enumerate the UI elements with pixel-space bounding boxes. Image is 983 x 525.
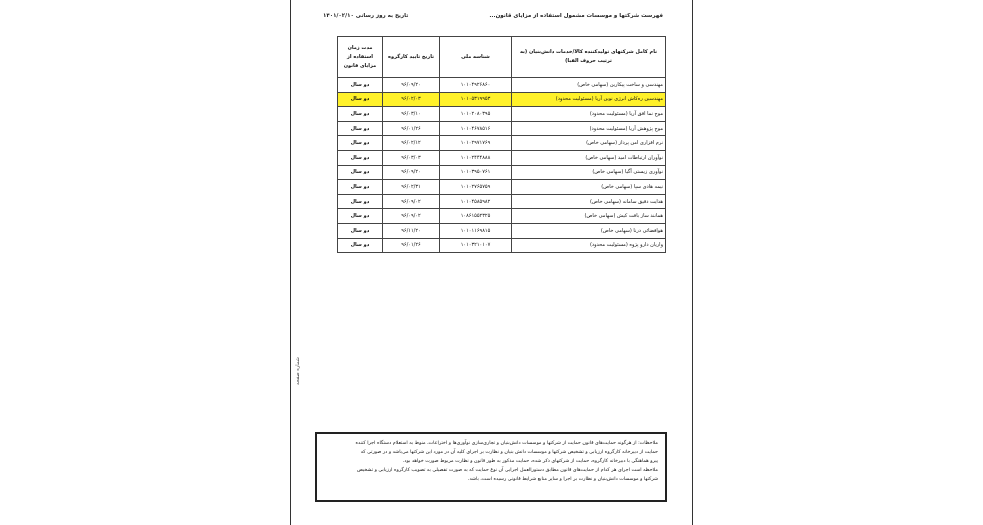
company-name-cell: مهندسین ره‌کاش انرژی نوین آریا (مسئولیت محدود) bbox=[512, 92, 666, 107]
approval-date-cell: ۹۶/۰۳/۱۰ bbox=[383, 107, 440, 122]
table-row bbox=[338, 209, 666, 224]
company-name-cell: همانند ساز بافت کیش (سهامی خاص) bbox=[512, 209, 666, 224]
national-id-cell: ۱۰۱۰۱۱۶۹۸۱۵ bbox=[440, 223, 512, 238]
duration-cell: دو سال bbox=[338, 121, 383, 136]
viewer-divider-right bbox=[692, 0, 693, 525]
duration-cell: دو سال bbox=[338, 150, 383, 165]
notes-line: پیرو هماهنگی با دبیرخانه کارگروه، حمایت از شرکتهای ذکر شده، حمایت مذکور به طور قانون و نظارت مربوط صورت خواهد بود. bbox=[402, 459, 658, 464]
notes-line: شرکتها و موسسات دانش‌بنیان و نظارت بر اجرا و سایر منابع شرایط قانونی رسیده است، باشد. bbox=[467, 477, 658, 482]
notes-line: ملاحظات: از هرگونه حمایت‌های قانون حمایت از شرکتها و موسسات دانش‌بنیان و تجاری‌سازی نوآوری‌ها و اختراعات، منوط به استعلام دستگاه اجرا کننده bbox=[355, 441, 658, 446]
national-id-cell: ۱۰۱۰۲۰۸۰۳۹۵ bbox=[440, 107, 512, 122]
duration-cell: دو سال bbox=[338, 107, 383, 122]
duration-cell: دو سال bbox=[338, 136, 383, 151]
approval-date-cell: ۹۶/۱۱/۲۰ bbox=[383, 223, 440, 238]
approval-date-cell: ۹۶/۰۹/۲۰ bbox=[383, 165, 440, 180]
table-row bbox=[338, 136, 666, 151]
table-row bbox=[338, 194, 666, 209]
company-name-cell: نوآوری زیستی آگیا (سهامی خاص) bbox=[512, 165, 666, 180]
update-date: تاریخ به روز رسانی ۱۴۰۱/۰۲/۱۰ bbox=[323, 13, 409, 19]
company-name-cell: نوآوران ارتباطات امید (سهامی خاص) bbox=[512, 150, 666, 165]
national-id-cell: ۱۰۱۰۴۵۸۵۹۸۲ bbox=[440, 194, 512, 209]
company-name-cell: واریان دارو پژوه (مسئولیت محدود) bbox=[512, 238, 666, 253]
column-header-name: نام کامل شرکتهای تولیدکننده کالا/خدمات دانش‌بنیان (به ترتیب حروف الفبا) bbox=[512, 37, 666, 78]
national-id-cell: ۱۰۱۰۴۹۲۶۸۶۰ bbox=[440, 78, 512, 93]
company-name-cell: موج پژوهش آریا (مسئولیت محدود) bbox=[512, 121, 666, 136]
companies-table bbox=[337, 36, 666, 253]
company-name-cell: هوافضائی درنا (سهامی خاص) bbox=[512, 223, 666, 238]
column-header-duration: مدت زمان استفاده از مزایای قانون bbox=[338, 37, 383, 78]
national-id-cell: ۱۰۱۰۳۹۵۰۷۶۱ bbox=[440, 165, 512, 180]
table-row bbox=[338, 92, 666, 107]
document-page bbox=[293, 0, 691, 525]
notes-box bbox=[315, 432, 667, 502]
page-header bbox=[323, 13, 663, 19]
column-header-national-id: شناسه ملی bbox=[440, 37, 512, 78]
table-row bbox=[338, 223, 666, 238]
table-row bbox=[338, 107, 666, 122]
table-header-row bbox=[338, 37, 666, 78]
page-title: فهرست شرکتها و موسسات مشمول استفاده از مزایای قانون... bbox=[489, 13, 663, 19]
duration-cell: دو سال bbox=[338, 238, 383, 253]
table-row bbox=[338, 78, 666, 93]
table-row bbox=[338, 150, 666, 165]
notes-line: ملاحظه است اجرای هر کدام از حمایت‌های قانون مطابق دستورالعمل اجرایی آن نوع حمایت که به صورت تفصیلی به تصویب کارگروه ارزیابی و تشخیص bbox=[357, 468, 658, 473]
approval-date-cell: ۹۶/۰۳/۰۳ bbox=[383, 150, 440, 165]
table-row bbox=[338, 121, 666, 136]
national-id-cell: ۱۰۸۶۱۵۵۲۳۲۵ bbox=[440, 209, 512, 224]
duration-cell: دو سال bbox=[338, 78, 383, 93]
approval-date-cell: ۹۶/۰۱/۲۶ bbox=[383, 121, 440, 136]
column-header-approval-date: تاریخ تایید کارگروه bbox=[383, 37, 440, 78]
table-row bbox=[338, 180, 666, 195]
duration-cell: دو سال bbox=[338, 92, 383, 107]
approval-date-cell: ۹۶/۰۹/۰۲ bbox=[383, 209, 440, 224]
company-name-cell: نیمه هادی سپا (سهامی خاص) bbox=[512, 180, 666, 195]
duration-cell: دو سال bbox=[338, 180, 383, 195]
national-id-cell: ۱۰۱۰۳۲۱۰۱۰۷ bbox=[440, 238, 512, 253]
approval-date-cell: ۹۶/۰۹/۰۲ bbox=[383, 194, 440, 209]
table-row bbox=[338, 165, 666, 180]
notes-line: حمایت از دبیرخانه کارگروه ارزیابی و تشخیص شرکتها و موسسات دانش بنیان و نظارت بر اجرای کلیه آن در مورد این شرکتها می‌باشد و در صورتی که bbox=[360, 450, 658, 455]
national-id-cell: ۱۰۱۰۲۷۶۵۷۵۹ bbox=[440, 180, 512, 195]
approval-date-cell: ۹۶/۰۹/۲۰ bbox=[383, 78, 440, 93]
company-name-cell: نرم افزاری امن پرداز (سهامی خاص) bbox=[512, 136, 666, 151]
duration-cell: دو سال bbox=[338, 223, 383, 238]
national-id-cell: ۱۰۱۰۴۶۷۸۵۱۶ bbox=[440, 121, 512, 136]
national-id-cell: ۱۰۱۰۲۴۴۴۸۸۸ bbox=[440, 150, 512, 165]
company-name-cell: موج نما افق آریا (مسئولیت محدود) bbox=[512, 107, 666, 122]
duration-cell: دو سال bbox=[338, 165, 383, 180]
approval-date-cell: ۹۶/۰۲/۰۳ bbox=[383, 92, 440, 107]
national-id-cell: ۱۰۱۰۲۹۷۱۷۶۹ bbox=[440, 136, 512, 151]
table-row bbox=[338, 238, 666, 253]
approval-date-cell: ۹۶/۰۲/۱۲ bbox=[383, 136, 440, 151]
company-name-cell: هدایت دقیق سامانه (سهامی خاص) bbox=[512, 194, 666, 209]
duration-cell: دو سال bbox=[338, 194, 383, 209]
approval-date-cell: ۹۶/۰۲/۳۱ bbox=[383, 180, 440, 195]
page-number-label: شماره صفحه bbox=[295, 357, 301, 385]
approval-date-cell: ۹۶/۰۱/۲۶ bbox=[383, 238, 440, 253]
national-id-cell: ۱۰۱۰۵۳۱۹۹۵۳ bbox=[440, 92, 512, 107]
company-name-cell: مهندسی و ساخت پیکارین (سهامی خاص) bbox=[512, 78, 666, 93]
viewer-divider-left bbox=[290, 0, 291, 525]
duration-cell: دو سال bbox=[338, 209, 383, 224]
